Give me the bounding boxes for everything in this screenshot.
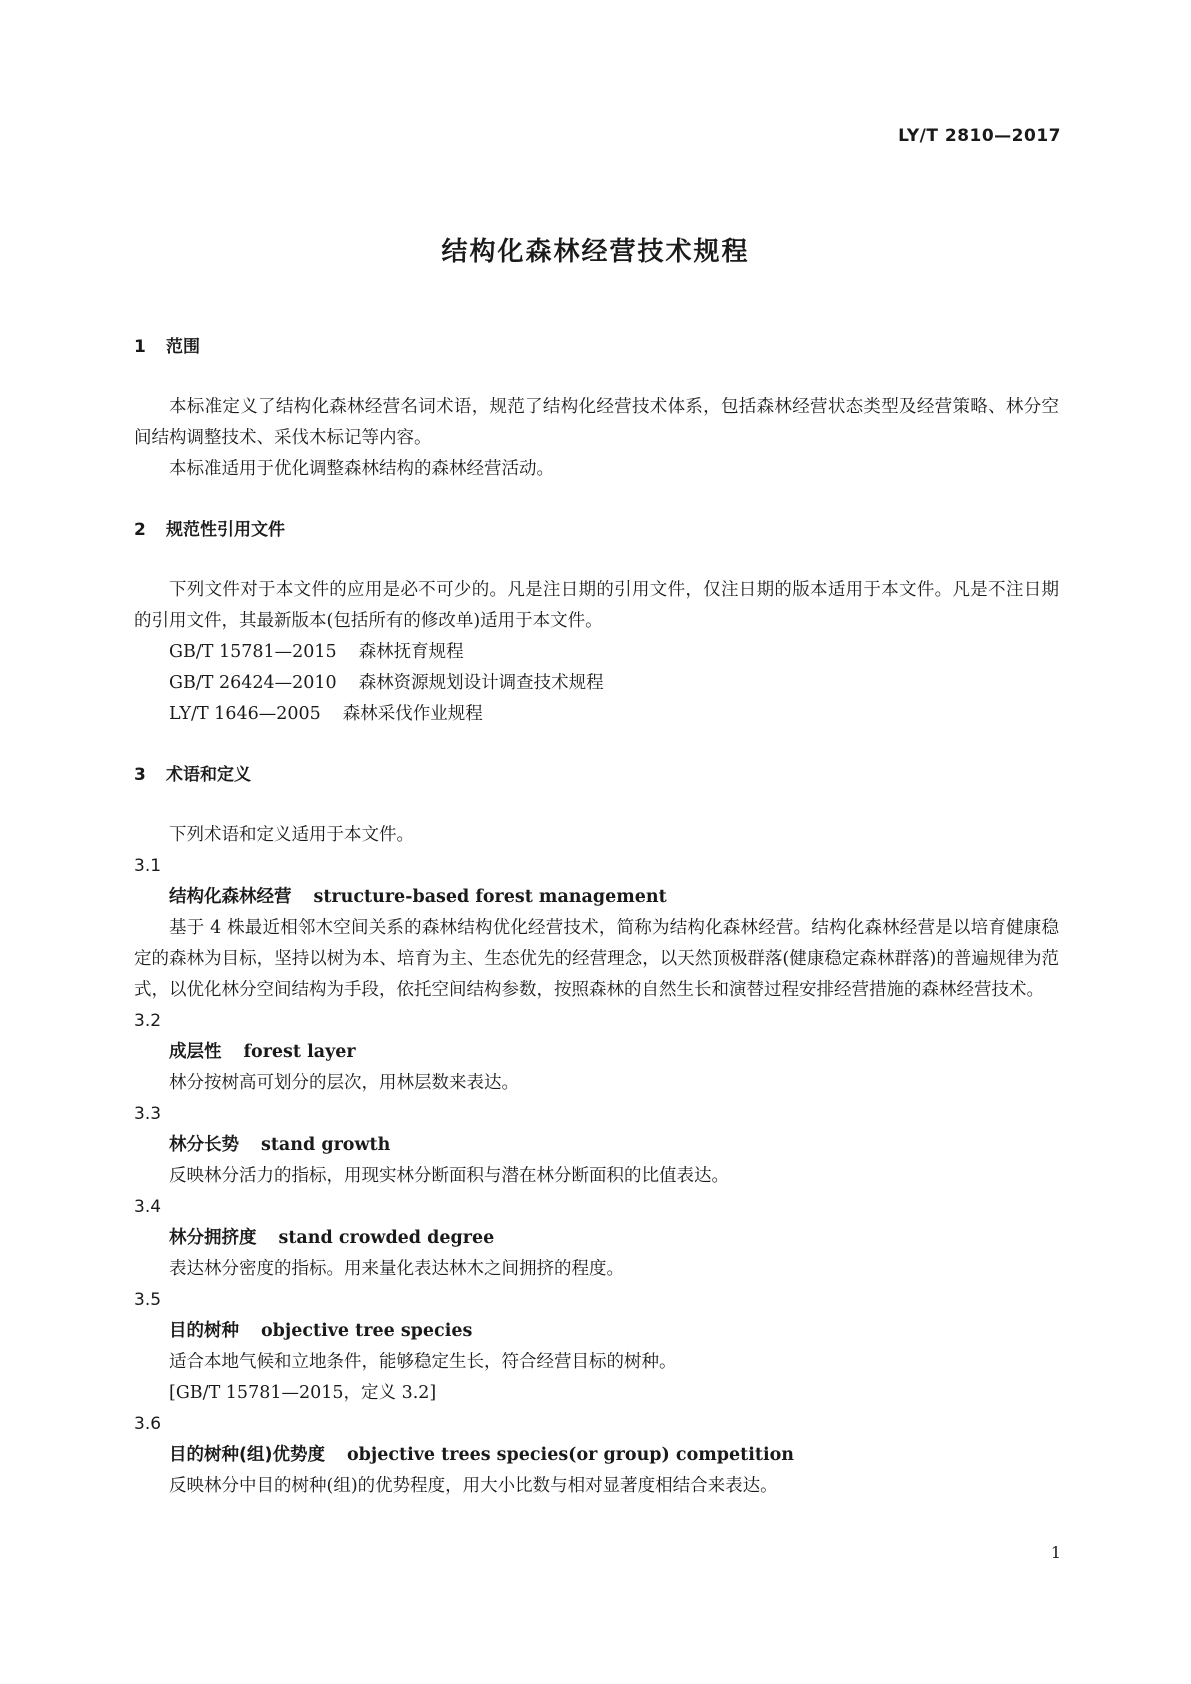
- section-heading-normative-references: [134, 519, 1059, 541]
- term-definition: 表达林分密度的指标。用来量化表达林木之间拥挤的程度。: [169, 1259, 624, 1279]
- term-en: objective tree species: [261, 1321, 473, 1341]
- standard-number: LY/T 2810—2017: [898, 126, 1061, 146]
- reference-name: 森林资源规划设计调查技术规程: [358, 673, 604, 693]
- reference-item: [134, 668, 1059, 699]
- term-number: 3.2: [134, 1011, 162, 1031]
- term-definition: 反映林分活力的指标，用现实林分断面积与潜在林分断面积的比值表达。: [169, 1166, 729, 1186]
- term-heading: [134, 1316, 1059, 1347]
- term-en: structure-based forest management: [313, 887, 667, 907]
- term-zh: 目的树种: [169, 1321, 239, 1341]
- term-en: forest layer: [243, 1042, 356, 1062]
- term-heading: [134, 1440, 1059, 1471]
- scope-paragraph: 本标准适用于优化调整森林结构的森林经营活动。: [169, 459, 554, 479]
- term-heading: [134, 1037, 1059, 1068]
- page-number: 1: [1050, 1543, 1061, 1562]
- term-definition: 林分按树高可划分的层次，用林层数来表达。: [169, 1073, 519, 1093]
- term-heading: [134, 882, 1059, 913]
- term-heading: [134, 1223, 1059, 1254]
- term-en: stand crowded degree: [278, 1228, 495, 1248]
- term-zh: 目的树种(组)优势度: [169, 1445, 325, 1465]
- term-en: stand growth: [261, 1135, 391, 1155]
- reference-name: 森林采伐作业规程: [342, 704, 483, 724]
- term-definition: 反映林分中目的树种(组)的优势程度，用大小比数与相对显著度相结合来表达。: [169, 1476, 778, 1496]
- term-number: 3.6: [134, 1414, 162, 1434]
- term-source-note: [GB/T 15781—2015，定义 3.2]: [169, 1383, 437, 1403]
- reference-item: [134, 699, 1059, 730]
- term-number: 3.4: [134, 1197, 162, 1217]
- section-title: 范围: [166, 337, 200, 357]
- scope-paragraph: 本标准定义了结构化森林经营名词术语，规范了结构化经营技术体系，包括森林经营状态类型及经营策略、林分空间结构调整技术、采伐木标记等内容。: [134, 397, 1059, 448]
- reference-name: 森林抚育规程: [358, 642, 464, 662]
- term-definition: 基于 4 株最近相邻木空间关系的森林结构优化经营技术，简称为结构化森林经营。结构化森林经营是以培育健康稳定的森林为目标，坚持以树为本、培育为主、生态优先的经营理念，以天然顶极群落(健康稳定森林群落)的普遍规律为范式，以优化林分空间结构为手段，依托空间结构参数，按照森林的自然生长和演替过程安排经营措施的森林经营技术。: [134, 918, 1059, 1000]
- term-zh: 结构化森林经营: [169, 887, 292, 907]
- section-title: 规范性引用文件: [166, 520, 285, 540]
- term-en: objective trees species(or group) competition: [347, 1445, 794, 1465]
- references-intro: 下列文件对于本文件的应用是必不可少的。凡是注日期的引用文件，仅注日期的版本适用于本文件。凡是不注日期的引用文件，其最新版本(包括所有的修改单)适用于本文件。: [134, 580, 1059, 631]
- reference-code: GB/T 26424—2010: [169, 673, 337, 693]
- term-zh: 林分拥挤度: [169, 1228, 257, 1248]
- reference-code: GB/T 15781—2015: [169, 642, 337, 662]
- terms-intro: 下列术语和定义适用于本文件。: [169, 825, 414, 845]
- term-number: 3.3: [134, 1104, 162, 1124]
- term-definition: 适合本地气候和立地条件，能够稳定生长，符合经营目标的树种。: [169, 1352, 677, 1372]
- reference-code: LY/T 1646—2005: [169, 704, 321, 724]
- section-heading-scope: [134, 336, 1059, 358]
- term-number: 3.5: [134, 1290, 162, 1310]
- section-heading-terms-and-definitions: [134, 764, 1059, 786]
- document-title: 结构化森林经营技术规程: [441, 237, 750, 267]
- section-number: 1: [134, 337, 146, 357]
- term-zh: 林分长势: [169, 1135, 239, 1155]
- section-number: 3: [134, 765, 146, 785]
- section-title: 术语和定义: [166, 765, 251, 785]
- term-zh: 成层性: [169, 1042, 222, 1062]
- term-heading: [134, 1130, 1059, 1161]
- section-number: 2: [134, 520, 146, 540]
- term-number: 3.1: [134, 856, 162, 876]
- document-body: [134, 336, 1059, 1502]
- reference-item: [134, 637, 1059, 668]
